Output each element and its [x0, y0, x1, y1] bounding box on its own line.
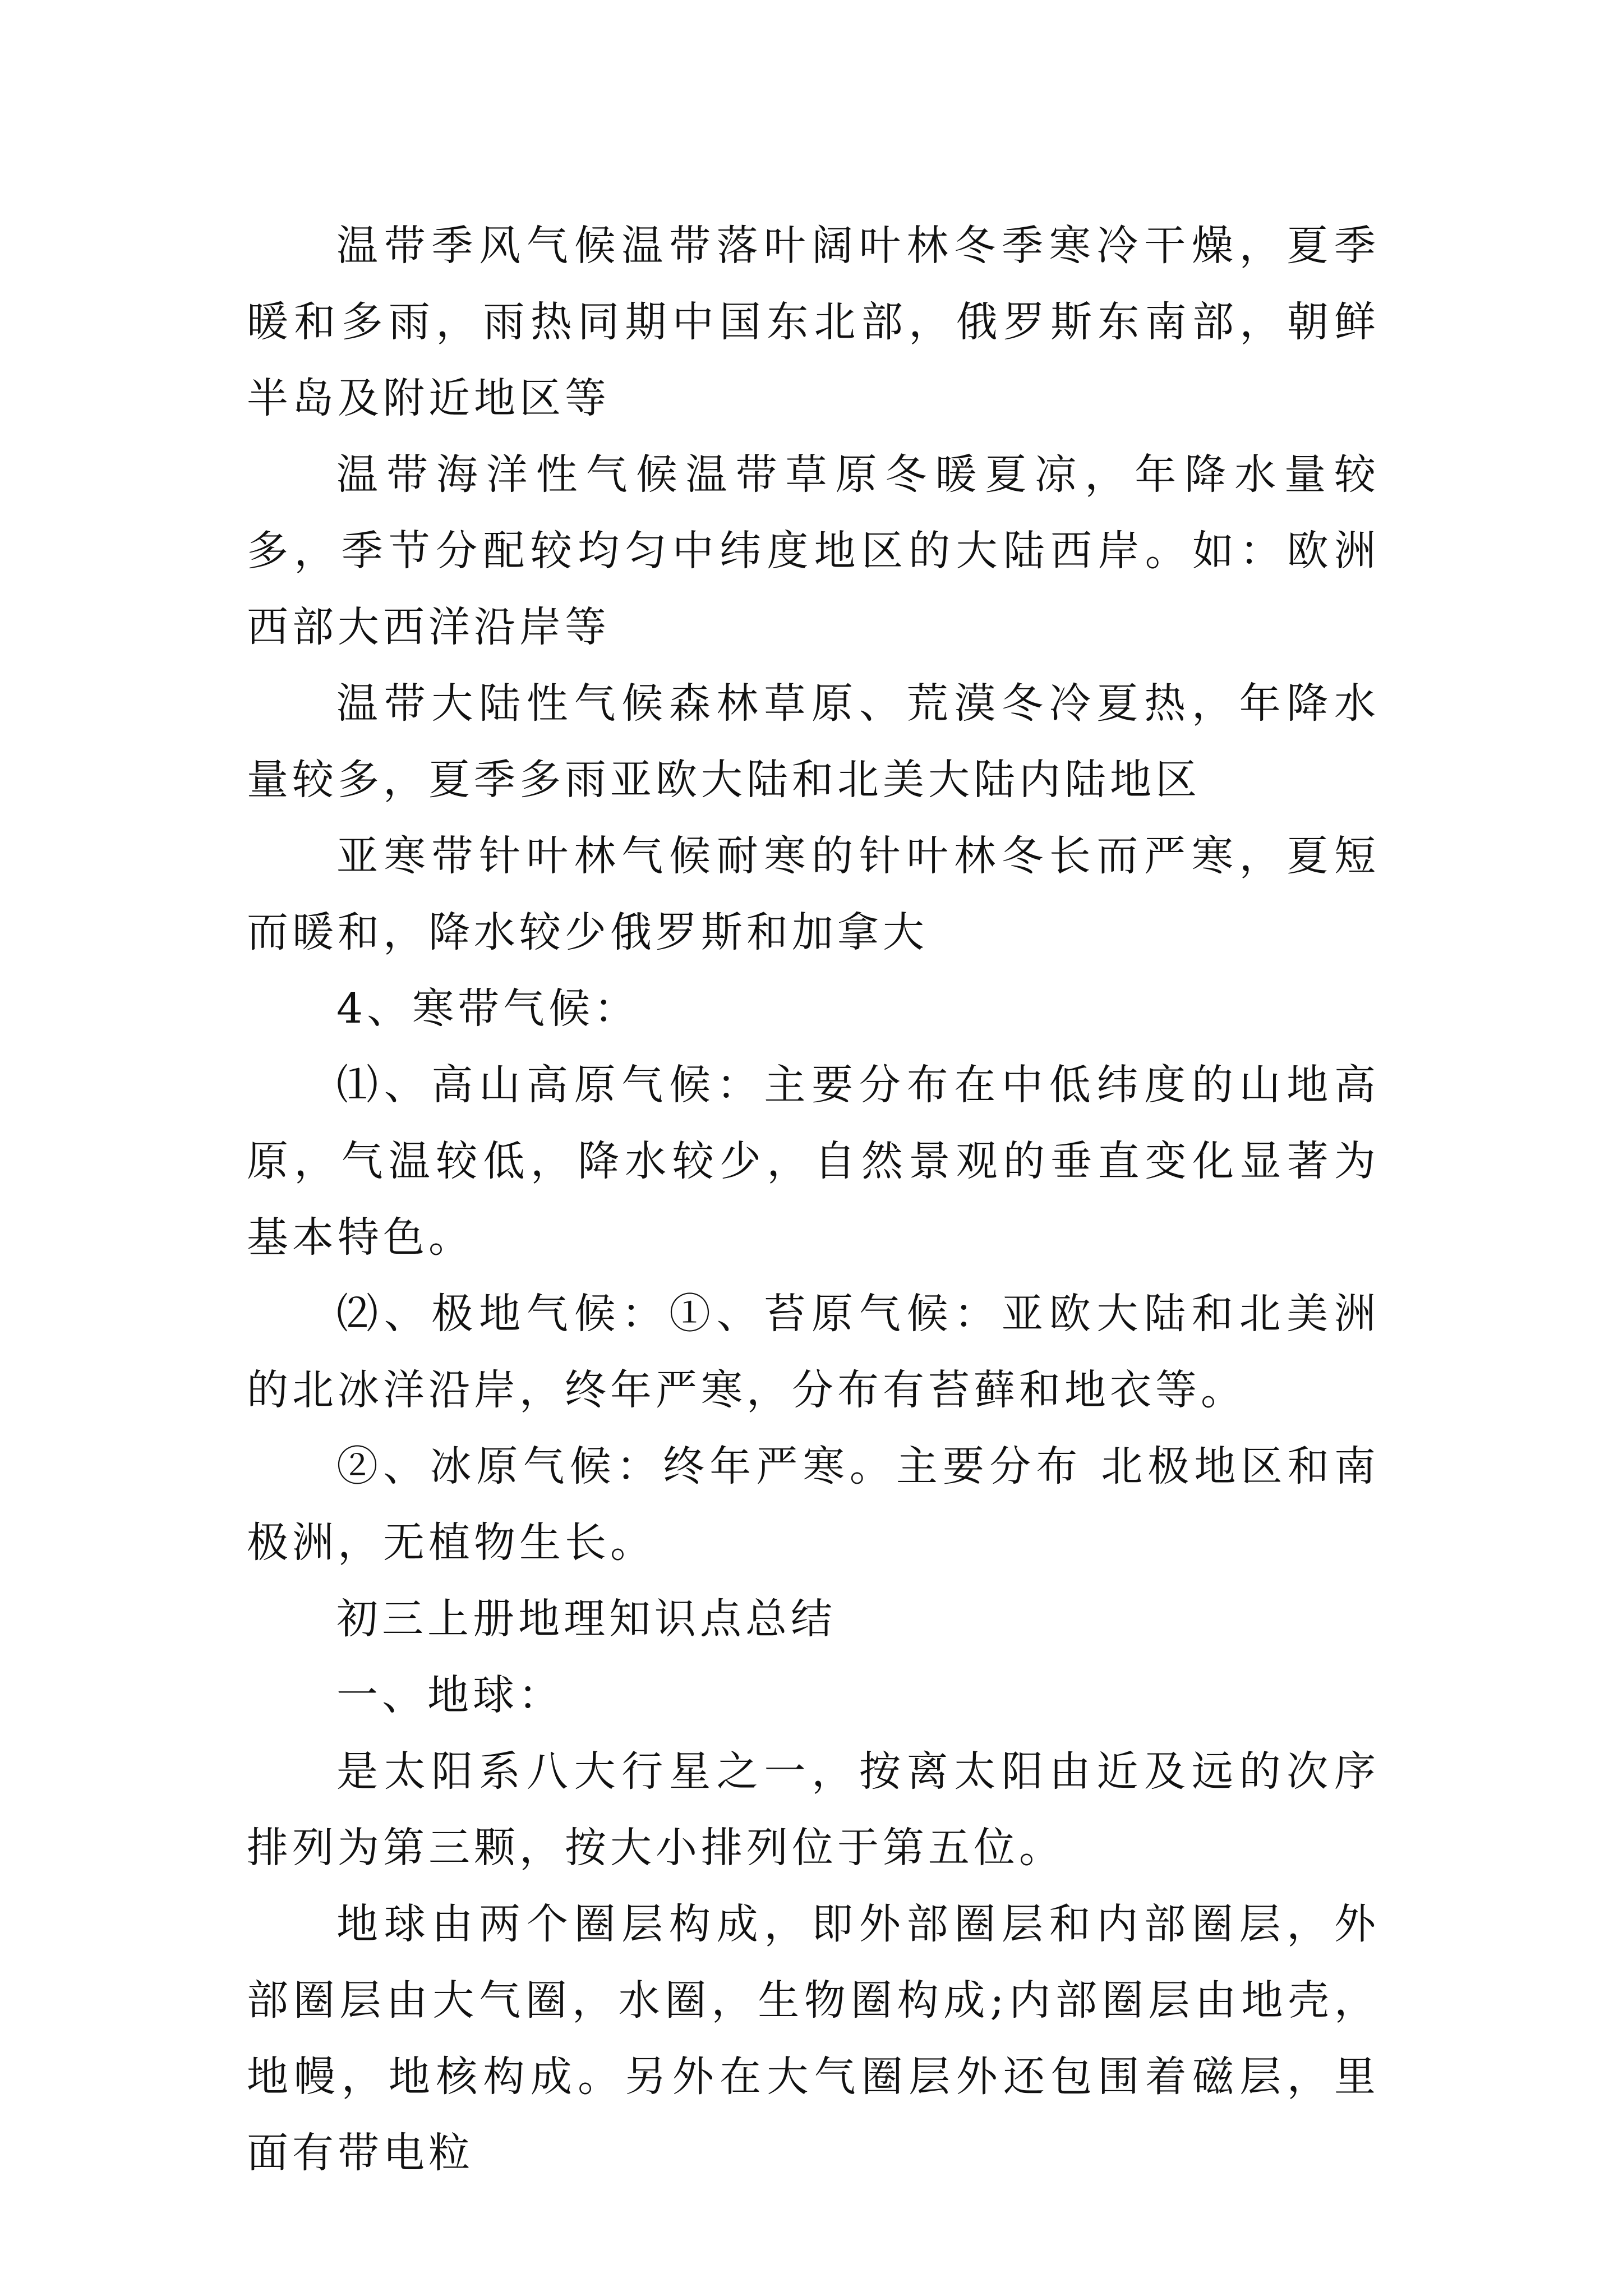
paragraph-temperate-monsoon: 温带季风气候温带落叶阔叶林冬季寒冷干燥，夏季暖和多雨，雨热同期中国东北部，俄罗斯东南部，朝鲜半岛及附近地区等 — [247, 222, 1380, 422]
paragraph-polar-tundra: ⑵、极地气候：①、苔原气候：亚欧大陆和北美洲的北冰洋沿岸，终年严寒，分布有苔藓和地衣等。 — [247, 1290, 1380, 1414]
paragraph-highland-climate: ⑴、高山高原气候：主要分布在中低纬度的山地高原，气温较低，降水较少，自然景观的垂直变化显著为基本特色。 — [247, 1061, 1380, 1262]
section-title-grade9-geography: 初三上册地理知识点总结 — [336, 1595, 836, 1643]
section-heading-earth: 一、地球： — [336, 1671, 564, 1719]
paragraph-earth-planet: 是太阳系八大行星之一，按离太阳由近及远的次序排列为第三颗，按大小排列位于第五位。 — [247, 1747, 1380, 1872]
paragraph-temperate-continental: 温带大陆性气候森林草原、荒漠冬冷夏热，年降水量较多，夏季多雨亚欧大陆和北美大陆内陆地区 — [247, 679, 1380, 804]
paragraph-temperate-oceanic: 温带海洋性气候温带草原冬暖夏凉，年降水量较多，季节分配较均匀中纬度地区的大陆西岸。如：欧洲西部大西洋沿岸等 — [247, 450, 1380, 651]
paragraph-earth-layers: 地球由两个圈层构成，即外部圈层和内部圈层，外部圈层由大气圈，水圈，生物圈构成;内部圈层由地壳，地幔，地核构成。另外在大气圈层外还包围着磁层，里面有带电粒 — [247, 1900, 1380, 2177]
section-heading-cold-zone: 4、寒带气候： — [336, 984, 640, 1033]
paragraph-subarctic-coniferous: 亚寒带针叶林气候耐寒的针叶林冬长而严寒，夏短而暖和，降水较少俄罗斯和加拿大 — [247, 832, 1380, 956]
document-body — [247, 208, 1380, 2191]
paragraph-ice-cap: ②、冰原气候：终年严寒。主要分布 北极地区和南极洲，无植物生长。 — [247, 1442, 1380, 1567]
